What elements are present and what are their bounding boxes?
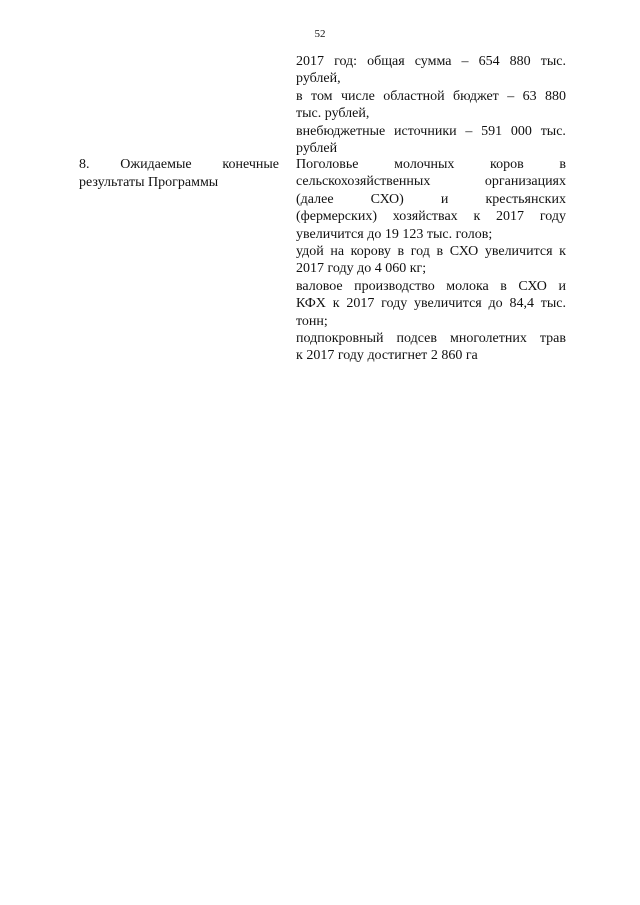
section-label-cell <box>79 156 279 192</box>
word: конечные <box>222 157 279 172</box>
word: 2017 <box>296 261 324 277</box>
word: Программы <box>148 175 219 190</box>
funding-line <box>296 53 566 70</box>
word: СХО <box>518 278 547 294</box>
expected-result-line <box>296 208 566 225</box>
word: – <box>461 54 469 69</box>
word: тыс. <box>426 226 453 242</box>
word: внебюджетные <box>296 123 386 139</box>
word: и <box>440 191 449 207</box>
word: крестьянских <box>485 191 566 207</box>
word: трав <box>539 331 566 347</box>
word: сумма <box>414 54 452 69</box>
word: коров <box>490 157 524 172</box>
expected-result-line <box>296 278 566 295</box>
word: бюджет <box>452 88 499 104</box>
word: корову <box>350 244 391 260</box>
word: год: <box>334 54 358 69</box>
word: 860 <box>441 348 463 364</box>
word: рублей, <box>296 71 341 87</box>
word: КФХ <box>296 296 326 312</box>
word: источники <box>394 123 457 139</box>
expected-result-line <box>296 313 566 330</box>
word: производство <box>354 278 435 294</box>
word: 2017 <box>496 209 525 225</box>
word: – <box>465 123 473 139</box>
word: 4 <box>374 261 382 277</box>
word: результаты <box>79 175 145 190</box>
word: молочных <box>394 157 455 172</box>
word: многолетних <box>449 331 527 347</box>
expected-results-cell <box>296 156 566 365</box>
word: году <box>327 261 354 277</box>
word: организациях <box>484 174 566 190</box>
page-number: 52 <box>314 28 326 40</box>
word: га <box>465 348 478 364</box>
word: увеличится <box>414 296 482 312</box>
section-label-line <box>79 174 279 192</box>
word: году <box>381 296 408 312</box>
word: к <box>332 296 340 312</box>
expected-result-line <box>296 226 566 243</box>
word: подсев <box>396 331 437 347</box>
word: рублей <box>296 141 338 157</box>
word: удой <box>296 244 324 260</box>
word: 63 <box>522 88 537 104</box>
word: год <box>410 244 430 260</box>
funding-line <box>296 105 566 122</box>
funding-line <box>296 123 566 140</box>
word: году <box>337 348 364 364</box>
word: 591 <box>481 123 503 139</box>
funding-continuation-cell <box>296 53 566 157</box>
expected-result-line <box>296 295 566 312</box>
word: областной <box>383 88 445 104</box>
funding-line <box>296 88 566 105</box>
word: до <box>357 261 372 277</box>
word: тыс. <box>296 106 322 122</box>
word: в <box>500 278 507 294</box>
word: и <box>558 278 566 294</box>
word: молока <box>446 278 489 294</box>
word: до <box>488 296 503 312</box>
word: кг; <box>409 261 427 277</box>
word: к <box>559 244 566 260</box>
word: тыс. <box>540 123 566 139</box>
word: 8. <box>79 157 90 172</box>
word: общая <box>367 54 405 69</box>
expected-result-line <box>296 347 566 364</box>
word: в <box>397 244 405 260</box>
word: в <box>436 244 444 260</box>
word: 19 <box>384 226 399 242</box>
word: 880 <box>509 54 531 69</box>
expected-result-line <box>296 260 566 277</box>
word: СХО) <box>370 191 404 207</box>
word: к <box>473 209 481 225</box>
word: числе <box>340 88 375 104</box>
word: голов; <box>455 226 493 242</box>
funding-line <box>296 140 566 157</box>
word: сельскохозяйственных <box>296 174 431 190</box>
word: 880 <box>544 88 566 104</box>
word: 2017 <box>346 296 375 312</box>
word: рублей, <box>324 106 370 122</box>
word: году <box>539 209 566 225</box>
word: 060 <box>385 261 407 277</box>
word: до <box>367 226 382 242</box>
word: валовое <box>296 278 343 294</box>
section-label-line <box>79 156 279 174</box>
word: 000 <box>510 123 532 139</box>
word: 123 <box>402 226 424 242</box>
expected-result-line <box>296 330 566 347</box>
word: Поголовье <box>296 157 359 172</box>
word: – <box>507 88 515 104</box>
word: к <box>296 348 303 364</box>
word: 2017 <box>296 54 324 69</box>
word: тонн; <box>296 313 328 329</box>
word: в <box>296 88 303 104</box>
word: (далее <box>296 191 334 207</box>
word: в <box>559 157 566 172</box>
expected-result-line <box>296 243 566 260</box>
word: тыс. <box>540 54 566 69</box>
word: хозяйствах <box>392 209 458 225</box>
word: подпокровный <box>296 331 384 347</box>
word: Ожидаемые <box>120 157 192 172</box>
word: 84,4 <box>509 296 534 312</box>
expected-result-line <box>296 156 566 173</box>
word: увеличится <box>296 226 364 242</box>
word: на <box>330 244 345 260</box>
word: тыс. <box>540 296 566 312</box>
word: 2017 <box>306 348 335 364</box>
word: 654 <box>478 54 500 69</box>
word: 2 <box>430 348 438 364</box>
word: увеличится <box>484 244 553 260</box>
funding-line <box>296 70 566 87</box>
word: (фермерских) <box>296 209 377 225</box>
word: том <box>311 88 333 104</box>
expected-result-line <box>296 173 566 190</box>
word: СХО <box>449 244 479 260</box>
expected-result-line <box>296 191 566 208</box>
word: достигнет <box>367 348 428 364</box>
